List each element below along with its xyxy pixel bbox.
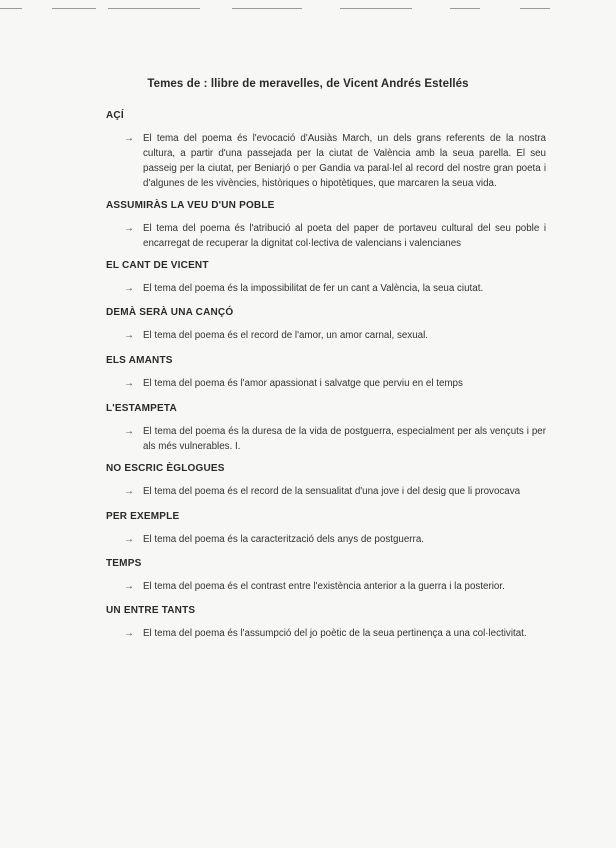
arrow-icon: → xyxy=(124,486,134,497)
section-heading: AÇÍ xyxy=(106,110,124,121)
section-un-entre-tants xyxy=(106,604,546,641)
section-el-cant xyxy=(106,259,546,296)
section-els-amants xyxy=(106,354,546,391)
arrow-icon: → xyxy=(124,283,134,294)
section-heading: EL CANT DE VICENT xyxy=(106,260,209,271)
arrow-icon: → xyxy=(124,581,134,592)
section-heading: TEMPS xyxy=(106,558,142,569)
list-item xyxy=(106,131,546,191)
section-heading: UN ENTRE TANTS xyxy=(106,605,196,616)
section-heading: DEMÀ SERÀ UNA CANÇÓ xyxy=(106,307,234,318)
item-text: El tema del poema és el contrast entre l'existència anterior a la guerra i la posterior. xyxy=(143,581,505,592)
section-aci xyxy=(106,109,546,191)
document-title: Temes de : llibre de meravelles, de Vicent Andrés Estellés xyxy=(147,78,469,90)
section-assumiras xyxy=(106,199,546,251)
scan-artifact-line xyxy=(520,8,550,9)
section-temps xyxy=(106,557,546,594)
list-item xyxy=(106,221,546,251)
section-no-escric xyxy=(106,462,546,499)
scan-artifact-line xyxy=(450,8,480,9)
section-per-exemple xyxy=(106,510,546,547)
item-text: El tema del poema és la caracterització dels anys de postguerra. xyxy=(143,534,424,545)
arrow-icon: → xyxy=(124,628,134,639)
item-text: El tema del poema és l'assumpció del jo poètic de la seua pertinença a una col·lectivitat. xyxy=(143,628,527,639)
scan-artifact-line xyxy=(340,8,412,9)
section-heading: ELS AMANTS xyxy=(106,355,173,366)
arrow-icon: → xyxy=(124,330,134,341)
arrow-icon: → xyxy=(124,534,134,545)
arrow-icon: → xyxy=(124,133,134,144)
list-item xyxy=(106,484,546,499)
scan-artifact-line xyxy=(232,8,302,9)
section-heading: NO ESCRIC ÈGLOGUES xyxy=(106,463,225,474)
list-item xyxy=(106,328,546,343)
scan-artifact-line xyxy=(52,8,96,9)
scan-artifact-line xyxy=(108,8,200,9)
item-text: El tema del poema és la duresa de la vida de postguerra, especialment per als vençuts i per als més vulnerables. I. xyxy=(143,426,546,452)
list-item xyxy=(106,424,546,454)
section-estampeta xyxy=(106,402,546,454)
section-heading: ASSUMIRÀS LA VEU D'UN POBLE xyxy=(106,200,275,211)
arrow-icon: → xyxy=(124,426,134,437)
section-heading: PER EXEMPLE xyxy=(106,511,180,522)
list-item xyxy=(106,579,546,594)
item-text: El tema del poema és l'amor apassionat i salvatge que perviu en el temps xyxy=(143,378,463,389)
list-item xyxy=(106,281,546,296)
scan-artifact-line xyxy=(0,8,22,9)
arrow-icon: → xyxy=(124,378,134,389)
section-dema xyxy=(106,306,546,343)
list-item xyxy=(106,626,546,641)
arrow-icon: → xyxy=(124,223,134,234)
list-item xyxy=(106,376,546,391)
item-text: El tema del poema és la impossibilitat de fer un cant a València, la seua ciutat. xyxy=(143,283,484,294)
list-item xyxy=(106,532,546,547)
item-text: El tema del poema és el record de la sensualitat d'una jove i del desig que li provocava xyxy=(143,486,521,497)
item-text: El tema del poema és l'evocació d'Ausiàs March, un dels grans referents de la nostra cultura, a partir d'una passejada per la ciutat de València amb la seua parella. El seu passeig per la ciutat, per Beniarjó o per Gandia va paral·lel al record del nostre gran poeta i d'algunes de les vivències, històriques o hipotètiques, que marcaren la seua vida. xyxy=(143,133,546,189)
item-text: El tema del poema és el record de l'amor, un amor carnal, sexual. xyxy=(143,330,429,341)
section-heading: L'ESTAMPETA xyxy=(106,403,177,414)
item-text: El tema del poema és l'atribució al poeta del paper de portaveu cultural del seu poble i encarregat de recuperar la dignitat col·lectiva de valencians i valencianes xyxy=(143,223,546,249)
